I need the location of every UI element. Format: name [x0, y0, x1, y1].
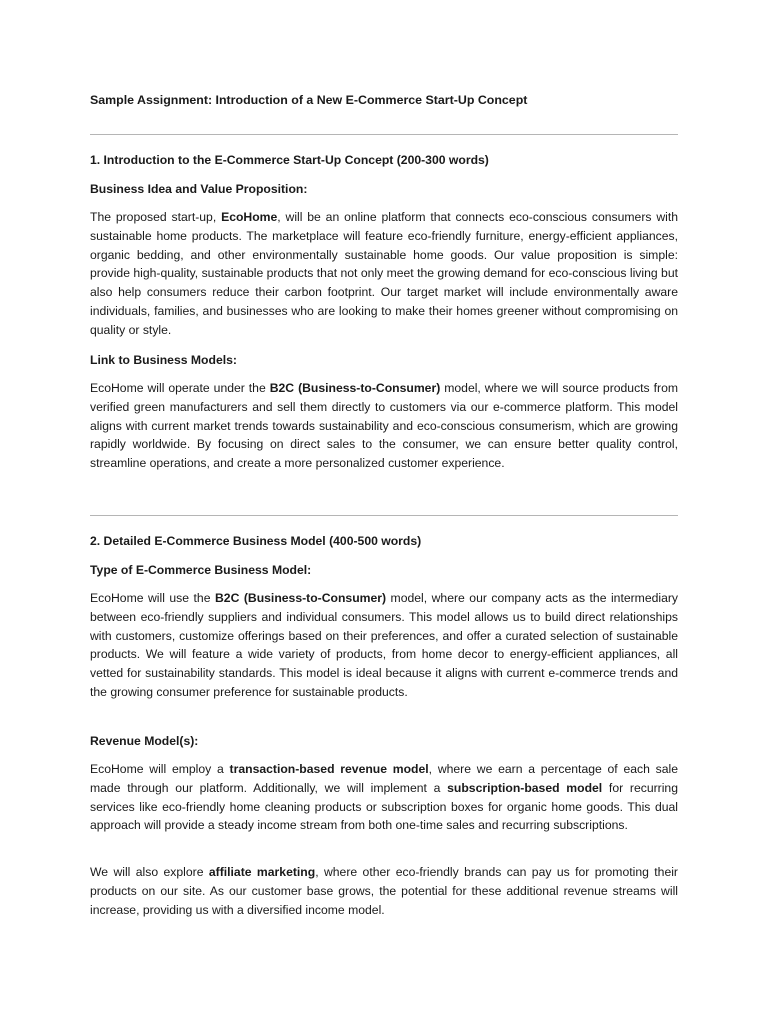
bold-text-run: B2C (Business-to-Consumer) — [214, 591, 387, 605]
bold-text-run: affiliate marketing — [208, 865, 316, 879]
section-2-paragraph-revenue-models — [90, 760, 678, 835]
text-run: EcoHome will employ a — [90, 762, 230, 776]
text-run: EcoHome will use the — [90, 591, 215, 605]
bold-text-run: B2C (Business-to-Consumer) — [269, 381, 441, 395]
section-2-heading: 2. Detailed E-Commerce Business Model (400-500 words) — [90, 534, 422, 548]
section-1-paragraph-business-idea — [90, 208, 678, 340]
text-run: model, where our company acts as the intermediary between eco-friendly suppliers and individual consumers. This model allows us to build direct relationships with customers, customize offerings based on their preferences, and offer a curated selection of sustainable products. We will feature a wide variety of products, from home decor to energy-efficient appliances, all vetted for sustainability standards. This model is ideal because it aligns with current e-commerce trends and the growing consumer preference for sustainable products. — [90, 591, 679, 699]
section-2-paragraph-model-type — [90, 589, 678, 702]
document-title: Sample Assignment: Introduction of a New E-Commerce Start-Up Concept — [90, 93, 528, 107]
bold-text-run: transaction-based revenue model — [229, 762, 429, 776]
section-2-subheading-model-type: Type of E-Commerce Business Model: — [90, 563, 312, 577]
section-1-heading: 1. Introduction to the E-Commerce Start-Up Concept (200-300 words) — [90, 153, 489, 167]
text-run: , where we earn a percentage of each sale made through our platform. Additionally, we will implement a — [90, 762, 678, 795]
divider — [90, 515, 678, 516]
divider — [90, 134, 678, 135]
section-1-subheading-value-proposition: Business Idea and Value Proposition: — [90, 182, 308, 196]
text-run: The proposed start-up, — [90, 210, 222, 224]
text-run: , where other eco-friendly brands can pay us for promoting their products on our site. As our customer base grows, the potential for these additional revenue streams will increase, providing us with a diversified income model. — [90, 865, 678, 917]
section-2-paragraph-affiliate-marketing — [90, 863, 678, 919]
text-run: model, where we will source products from verified green manufacturers and sell them directly to customers via our e-commerce platform. This model aligns with current market trends towards sustainability and eco-conscious consumerism, which are growing rapidly worldwide. By focusing on direct sales to the consumer, we can ensure better quality control, streamline operations, and create a more personalized customer experience. — [90, 381, 678, 471]
bold-text-run: EcoHome — [221, 210, 278, 224]
text-run: for recurring services like eco-friendly home cleaning products or subscription boxes for organic home goods. This dual approach will provide a steady income stream from both one-time sales and recurring subscriptions. — [90, 780, 678, 833]
section-1-subheading-business-models: Link to Business Models: — [90, 353, 237, 367]
text-run: We will also explore — [90, 865, 209, 879]
bold-text-run: subscription-based model — [447, 780, 603, 795]
section-2-subheading-revenue-models: Revenue Model(s): — [90, 734, 199, 748]
text-run: EcoHome will operate under the — [90, 381, 270, 395]
section-1-paragraph-business-models — [90, 379, 678, 473]
text-run: , will be an online platform that connects eco-conscious consumers with sustainable home products. The marketplace will feature eco-friendly furniture, energy-efficient appliances, organic bedding, and other environmentally sustainable home goods. Our value proposition is simple: provide high-quality, sustainable products that not only meet the growing demand for eco-conscious living but also help consumers reduce their carbon footprint. Our target market will include environmentally aware individuals, families, and businesses who are looking to make their homes greener without compromising on quality or style. — [90, 210, 678, 337]
